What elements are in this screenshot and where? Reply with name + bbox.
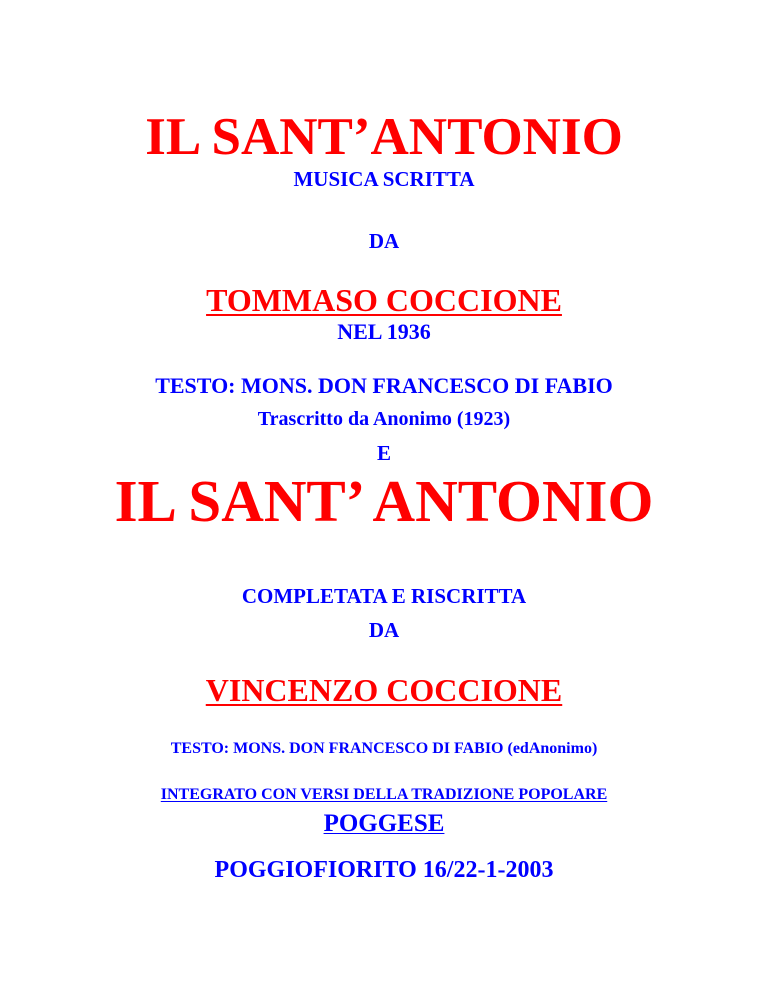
place-date: POGGIOFIORITO 16/22-1-2003 (214, 857, 554, 883)
trascritto-label: Trascritto da Anonimo (1923) (257, 408, 511, 430)
main-title: IL SANT’ANTONIO (145, 108, 623, 166)
subtitle-musica-scritta: MUSICA SCRITTA (293, 167, 475, 191)
testo-label-2: TESTO: MONS. DON FRANCESCO DI FABIO (edAnonimo) (170, 740, 598, 757)
da-label-1: DA (368, 229, 400, 253)
composer-tommaso: TOMMASO COCCIONE (206, 282, 562, 318)
second-title: IL SANT’ ANTONIO (114, 468, 654, 534)
poggese-label: POGGESE (323, 810, 445, 837)
conjunction-e: E (376, 441, 391, 465)
completata-label: COMPLETATA E RISCRITTA (241, 584, 527, 608)
integrato-label: INTEGRATO CON VERSI DELLA TRADIZIONE POPOLARE (160, 786, 608, 803)
da-label-2: DA (368, 618, 400, 642)
composer-vincenzo: VINCENZO COCCIONE (205, 672, 563, 708)
testo-label-1: TESTO: MONS. DON FRANCESCO DI FABIO (155, 373, 613, 398)
year-label: NEL 1936 (337, 319, 431, 344)
